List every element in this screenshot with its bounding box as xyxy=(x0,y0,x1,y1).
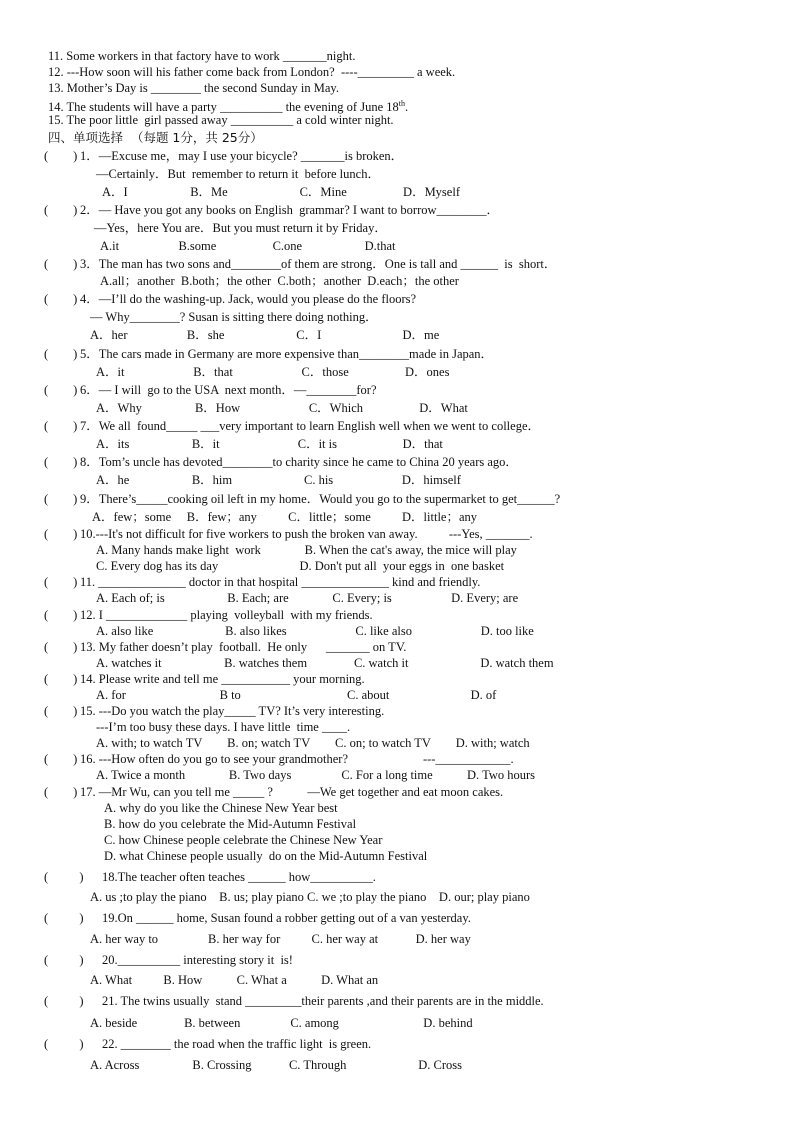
question-options: A. her way to B. her way for C. her way at D. her way xyxy=(90,932,471,946)
question-options: A.it B.some C.one D.that xyxy=(100,239,396,253)
question-stem: 7．We all found_____ ___very important to learn English well when we went to college． xyxy=(80,419,540,433)
answer-paren: ( ) xyxy=(44,149,78,163)
question-stem: 20.__________ interesting story it is! xyxy=(102,953,293,967)
answer-paren: ( ) xyxy=(44,785,78,799)
question-options: A. What B. How C. What a D. What an xyxy=(90,973,379,987)
answer-paren: ( ) xyxy=(44,527,78,541)
answer-paren: ( ) xyxy=(44,1037,84,1051)
question-stem: 21. The twins usually stand _________their parents ,and their parents are in the middle. xyxy=(102,994,544,1008)
question-stem: 13. My father doesn’t play football. He only _______ on TV. xyxy=(80,640,407,654)
question-option: A. why do you like the Chinese New Year best xyxy=(104,801,338,815)
section-title: 四、单项选择 （每题 1分，共 25分） xyxy=(48,130,263,145)
question-stem: 2．— Have you got any books on English grammar? I want to borrow________． xyxy=(80,203,500,217)
question-stem: 6．— I will go to the USA next month．—________for? xyxy=(80,383,377,397)
answer-paren: ( ) xyxy=(44,953,84,967)
question-options: A. with; to watch TV B. on; watch TV C. on; to watch TV D. with; watch xyxy=(96,736,530,750)
answer-paren: ( ) xyxy=(44,608,78,622)
question-stem: 3．The man has two sons and________of them are strong．One is tall and ______ is short． xyxy=(80,257,557,271)
question-options: A.all；another B.both；the other C.both；another D.each；the other xyxy=(100,274,459,288)
answer-paren: ( ) xyxy=(44,911,84,925)
answer-paren: ( ) xyxy=(44,347,78,361)
answer-paren: ( ) xyxy=(44,672,78,686)
question-stem: 15. ---Do you watch the play_____ TV? It’s very interesting. xyxy=(80,704,385,718)
fill-item-14: 14. The students will have a party __________ the evening of June 18th. xyxy=(48,99,409,115)
question-options: A. Twice a month B. Two days C. For a long time D. Two hours xyxy=(96,768,536,782)
answer-paren: ( ) xyxy=(44,575,78,589)
question-options: A. Across B. Crossing C. Through D. Cross xyxy=(90,1058,463,1072)
question-stem: 19.On ______ home, Susan found a robber getting out of a van yesterday. xyxy=(102,911,471,925)
question-line: —Yes，here You are．But you must return it by Friday． xyxy=(94,221,387,235)
question-stem: 12. I _____________ playing volleyball with my friends. xyxy=(80,608,373,622)
question-stem: 17. —Mr Wu, can you tell me _____ ? —We get together and eat moon cakes. xyxy=(80,785,504,799)
answer-paren: ( ) xyxy=(44,455,78,469)
question-stem: 9．There’s_____cooking oil left in my home．Would you go to the supermarket to get______? xyxy=(80,492,561,506)
question-stem: 16. ---How often do you go to see your grandmother? ---____________. xyxy=(80,752,514,766)
question-stem: 1．—Excuse me，may I use your bicycle? _______is broken． xyxy=(80,149,404,163)
question-options: A．Why B．How C．Which D．What xyxy=(96,401,468,415)
question-stem: 22. ________ the road when the traffic light is green. xyxy=(102,1037,372,1051)
question-options: A. Each of; is B. Each; are C. Every; is D. Every; are xyxy=(96,591,519,605)
question-stem: 5．The cars made in Germany are more expensive than________made in Japan． xyxy=(80,347,494,361)
question-options: A．I B．Me C．Mine D．Myself xyxy=(102,185,460,199)
question-stem: 18.The teacher often teaches ______ how__________. xyxy=(102,870,376,884)
question-options: A. us ;to play the piano B. us; play piano C. we ;to play the piano D. our; play piano xyxy=(90,890,530,904)
question-options: A．her B．she C．I D．me xyxy=(90,328,440,342)
answer-paren: ( ) xyxy=(44,419,78,433)
fill-item-11: 11. Some workers in that factory have to work _______night. xyxy=(48,49,356,63)
question-options: A. beside B. between C. among D. behind xyxy=(90,1016,473,1030)
question-options: A．its B．it C．it is D．that xyxy=(96,437,443,451)
answer-paren: ( ) xyxy=(44,203,78,217)
answer-paren: ( ) xyxy=(44,704,78,718)
answer-paren: ( ) xyxy=(44,383,78,397)
question-options: A. watches it B. watches them C. watch it D. watch them xyxy=(96,656,554,670)
answer-paren: ( ) xyxy=(44,492,78,506)
answer-paren: ( ) xyxy=(44,752,78,766)
question-stem: 14. Please write and tell me ___________ your morning. xyxy=(80,672,365,686)
answer-paren: ( ) xyxy=(44,257,78,271)
question-stem: 4．—I’ll do the washing-up. Jack, would you please do the floors? xyxy=(80,292,417,306)
fill-item-15: 15. The poor little girl passed away __________ a cold winter night. xyxy=(48,113,394,127)
question-line: ---I’m too busy these days. I have little time ____. xyxy=(96,720,351,734)
question-stem: 8．Tom’s uncle has devoted________to charity since he came to China 20 years ago． xyxy=(80,455,518,469)
question-line: — Why________? Susan is sitting there doing nothing． xyxy=(90,310,378,324)
question-options: A. for B to C. about D. of xyxy=(96,688,497,702)
question-options: A．it B．that C．those D．ones xyxy=(96,365,450,379)
question-stem: 10.---It's not difficult for five workers to push the broken van away. ---Yes, _______. xyxy=(80,527,533,541)
fill-item-13: 13. Mother’s Day is ________ the second Sunday in May. xyxy=(48,81,339,95)
answer-paren: ( ) xyxy=(44,994,84,1008)
question-options: A．few；some B．few；any C．little；some D．little；any xyxy=(92,510,478,524)
question-option: B. how do you celebrate the Mid-Autumn Festival xyxy=(104,817,357,831)
answer-paren: ( ) xyxy=(44,292,78,306)
question-option: C. how Chinese people celebrate the Chinese New Year xyxy=(104,833,383,847)
question-option: D. what Chinese people usually do on the Mid-Autumn Festival xyxy=(104,849,428,863)
question-stem: 11. ______________ doctor in that hospital ______________ kind and friendly. xyxy=(80,575,481,589)
question-options: C. Every dog has its day D. Don't put all your eggs in one basket xyxy=(96,559,505,573)
question-options: A. Many hands make light work B. When the cat's away, the mice will play xyxy=(96,543,517,557)
question-options: A. also like B. also likes C. like also D. too like xyxy=(96,624,534,638)
question-options: A．he B．him C. his D．himself xyxy=(96,473,461,487)
fill-item-12: 12. ---How soon will his father come back from London? ----_________ a week. xyxy=(48,65,456,79)
question-line: —Certainly．But remember to return it before lunch． xyxy=(96,167,380,181)
answer-paren: ( ) xyxy=(44,640,78,654)
answer-paren: ( ) xyxy=(44,870,84,884)
